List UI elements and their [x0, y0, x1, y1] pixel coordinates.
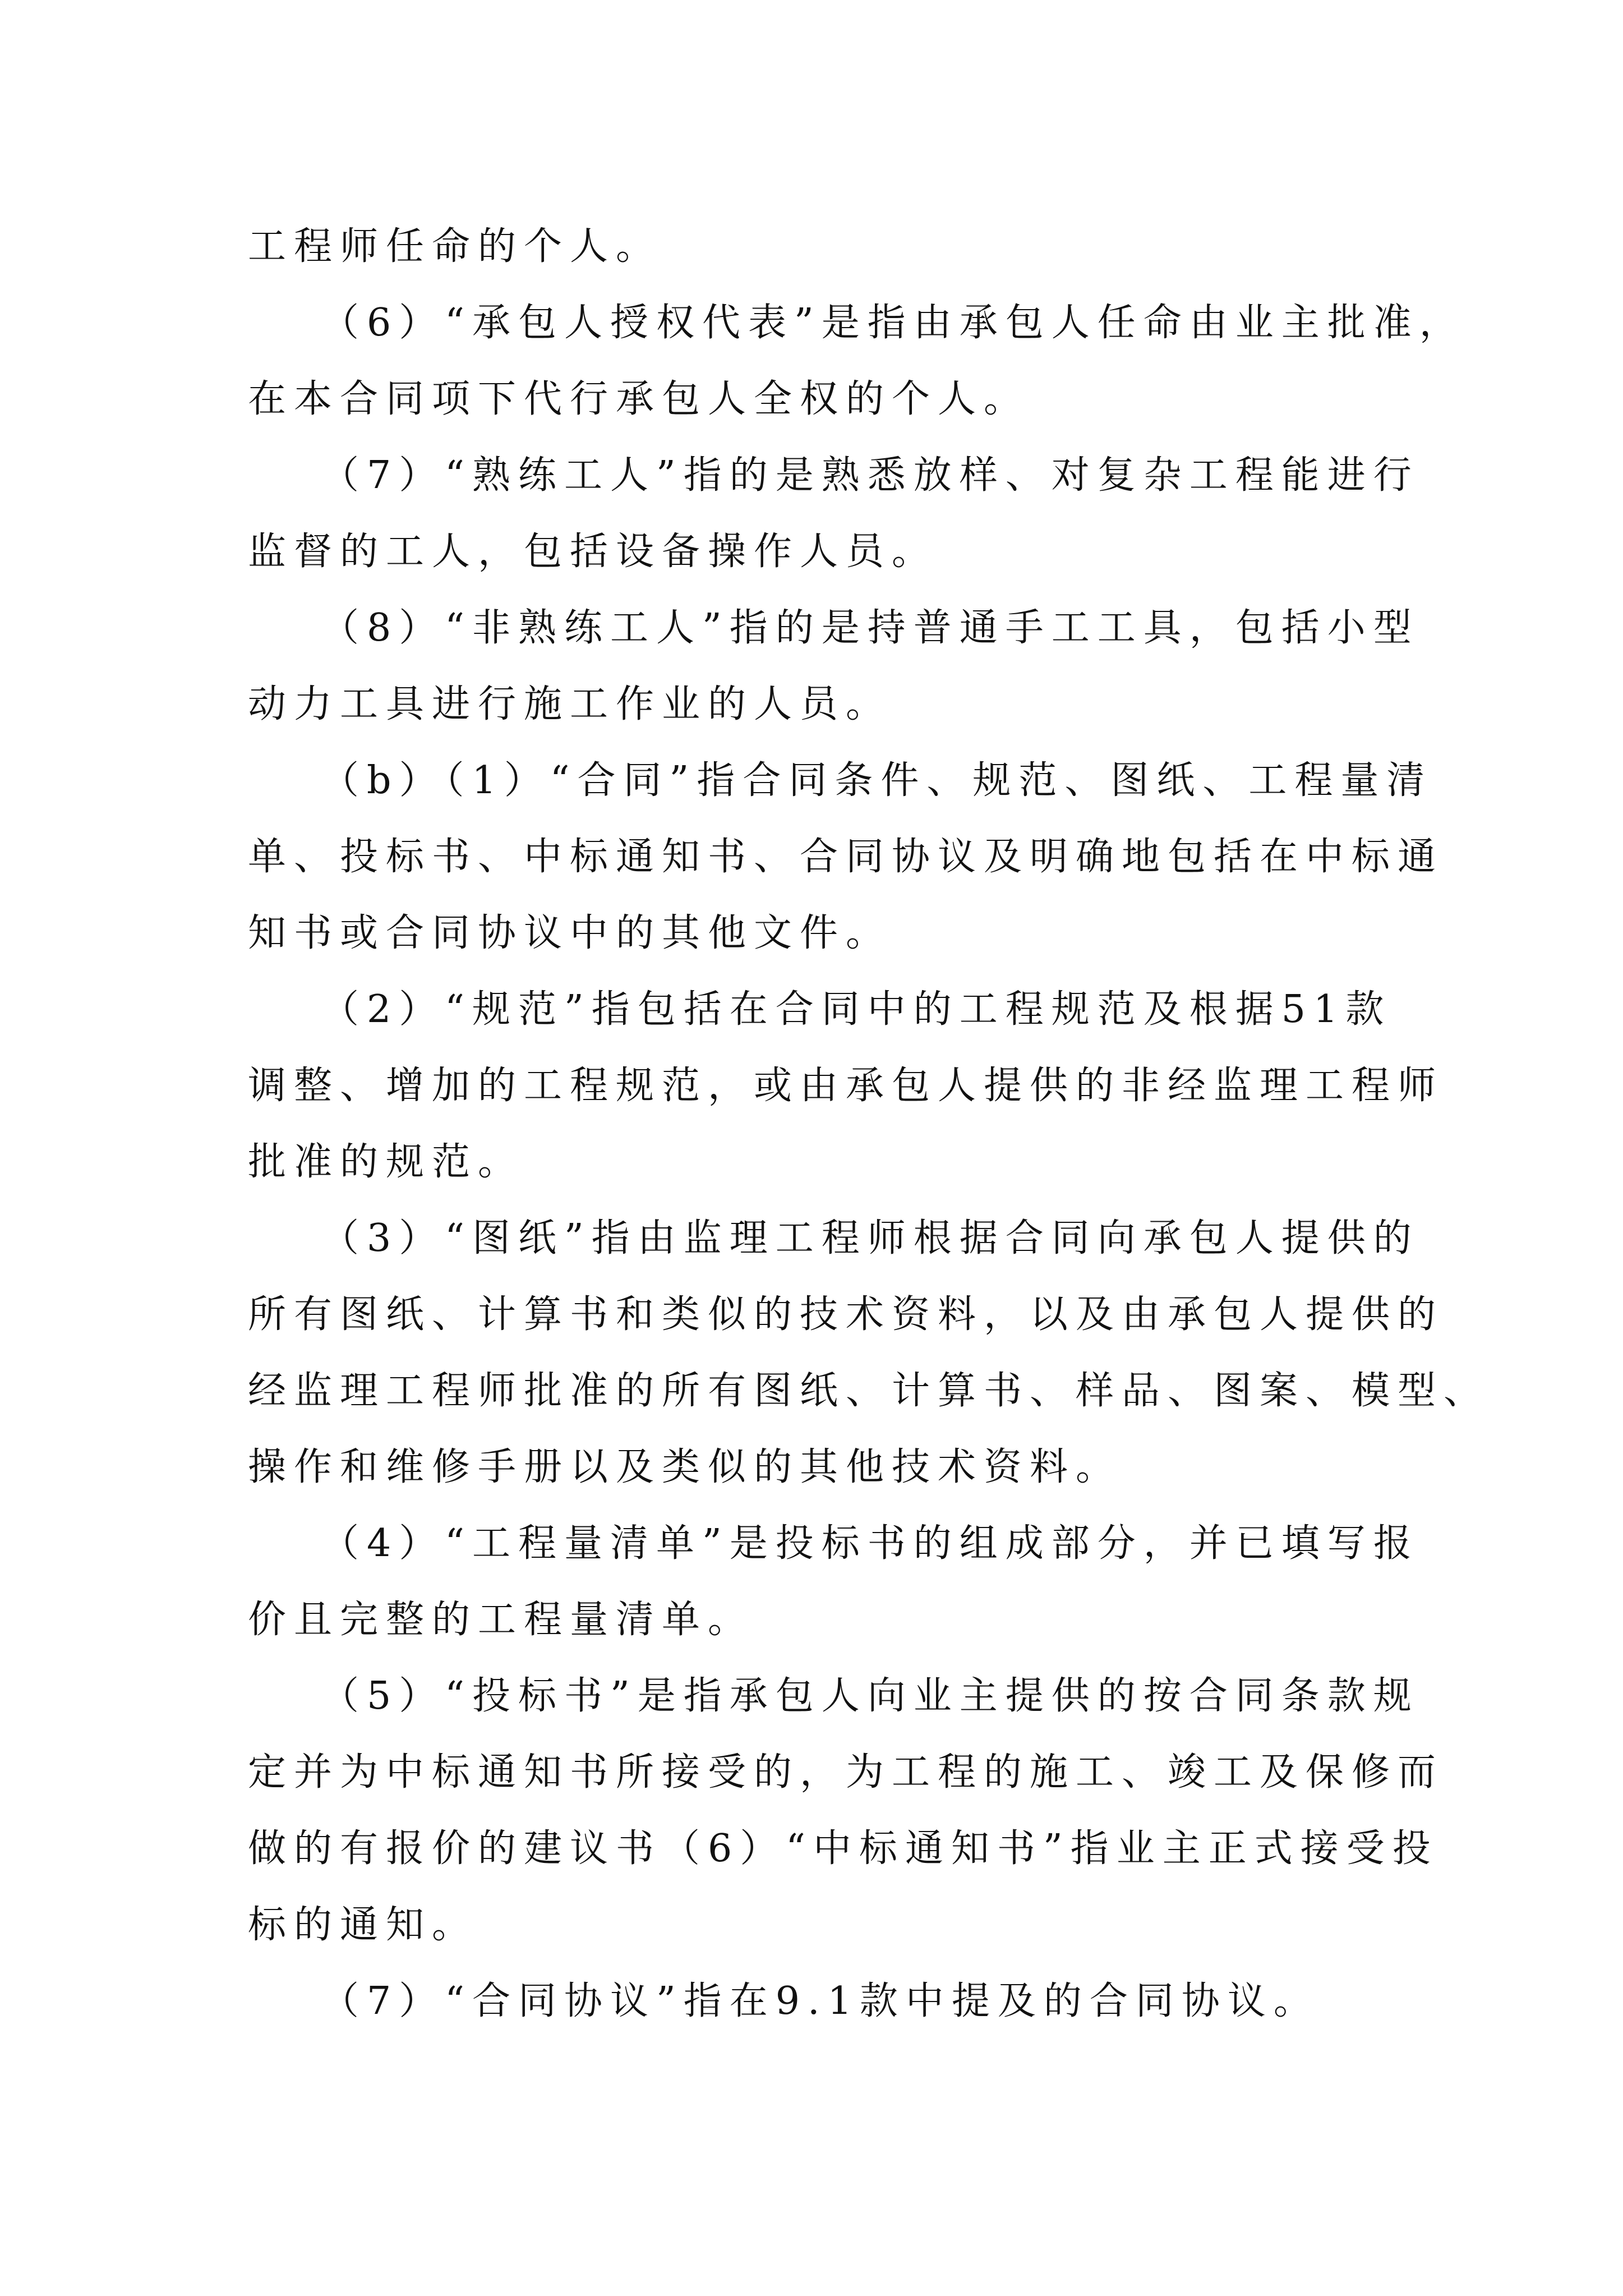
text-line: 在本合同项下代行承包人全权的个人。: [248, 377, 1030, 421]
text-line: 定并为中标通知书所接受的，为工程的施工、竣工及保修而: [248, 1750, 1444, 1795]
text-line: 标的通知。: [248, 1903, 478, 1947]
text-line: 经监理工程师批准的所有图纸、计算书、样品、图案、模型、: [248, 1369, 1490, 1413]
text-line: 价且完整的工程量清单。: [248, 1598, 754, 1642]
text-line: （8）“非熟练工人”指的是持普通手工工具，包括小型: [248, 606, 1419, 650]
text-line: （4）“工程量清单”是投标书的组成部分，并已填写报: [248, 1521, 1419, 1566]
text-line: （7）“熟练工人”指的是熟悉放样、对复杂工程能进行: [248, 453, 1419, 498]
text-line: （2）“规范”指包括在合同中的工程规范及根据51款: [248, 987, 1392, 1032]
text-line: 工程师任命的个人。: [248, 224, 662, 269]
text-line: （5）“投标书”是指承包人向业主提供的按合同条款规: [248, 1674, 1419, 1718]
text-line: 监督的工人，包括设备操作人员。: [248, 530, 938, 574]
text-line: （7）“合同协议”指在9.1款中提及的合同协议。: [248, 1979, 1320, 2023]
paragraph: [248, 972, 1444, 1200]
paragraph: [248, 438, 1419, 590]
text-line: （3）“图纸”指由监理工程师根据合同向承包人提供的: [248, 1216, 1419, 1260]
paragraph: [248, 285, 1465, 438]
text-line: 批准的规范。: [248, 1140, 524, 1184]
text-line: （b）（1）“合同”指合同条件、规范、图纸、工程量清: [248, 758, 1433, 803]
text-line: 单、投标书、中标通知书、合同协议及明确地包括在中标通: [248, 835, 1444, 879]
paragraph: [248, 1963, 1381, 2040]
text-line: 知书或合同协议中的其他文件。: [248, 911, 892, 955]
text-line: 调整、增加的工程规范，或由承包人提供的非经监理工程师: [248, 1064, 1444, 1108]
paragraph: [248, 743, 1444, 972]
paragraph: [248, 209, 1381, 285]
paragraph: [248, 1200, 1490, 1506]
text-line: 操作和维修手册以及类似的其他技术资料。: [248, 1445, 1122, 1489]
text-line: 做的有报价的建议书（6）“中标通知书”指业主正式接受投: [248, 1826, 1438, 1871]
paragraph: [248, 1658, 1444, 1963]
paragraph: [248, 590, 1419, 743]
text-line: 动力工具进行施工作业的人员。: [248, 682, 892, 726]
text-line: （6）“承包人授权代表”是指由承包人任命由业主批准，: [248, 301, 1465, 345]
paragraph: [248, 1506, 1419, 1658]
document-body: [248, 209, 1490, 2040]
text-line: 所有图纸、计算书和类似的技术资料，以及由承包人提供的: [248, 1292, 1444, 1337]
